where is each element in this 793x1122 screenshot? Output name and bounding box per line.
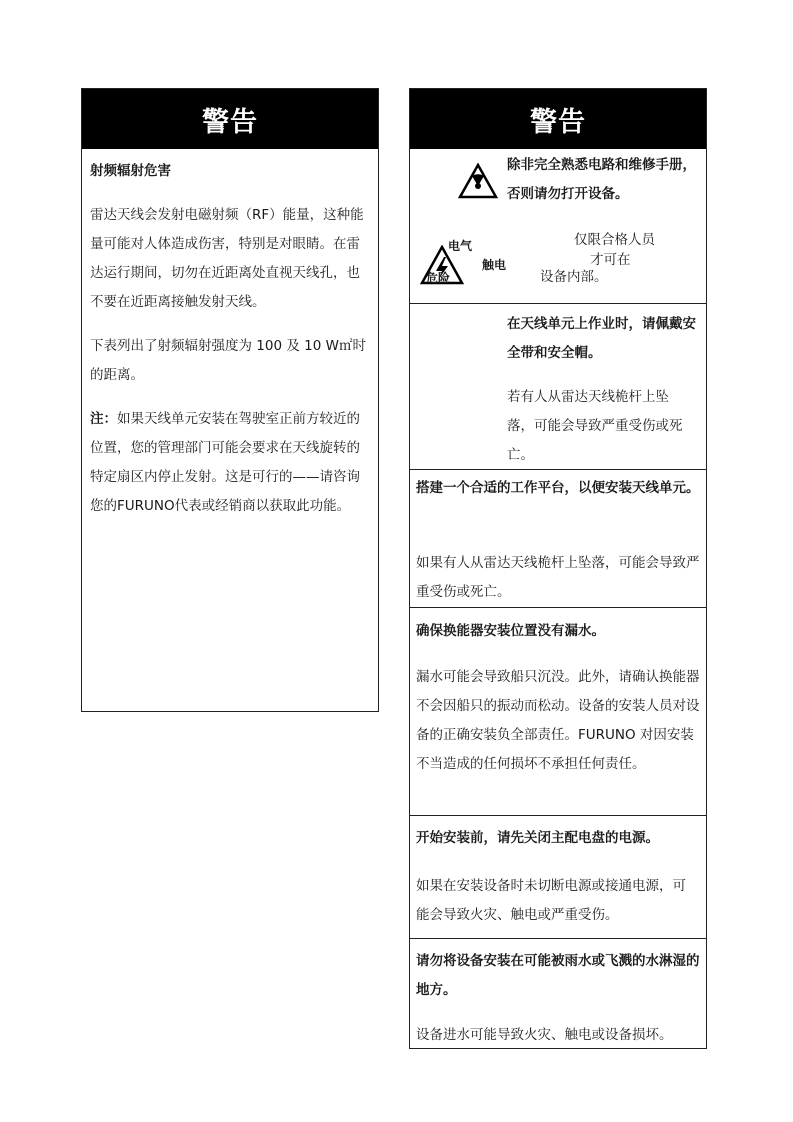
safety-harness-detail: 若有人从雷达天线桅杆上坠落，可能会导致严重受伤或死亡。	[507, 389, 683, 463]
water-detail: 设备进水可能导致火灾、触电或设备损坏。	[416, 1027, 673, 1043]
power-off-detail: 如果在安装设备时未切断电源或接通电源，可能会导致火灾、触电或严重受伤。	[416, 878, 686, 923]
left-warning-box	[81, 88, 379, 712]
right-warning-box	[409, 88, 707, 1049]
note-label: 注：	[90, 411, 117, 427]
warning-section-safety-harness	[410, 303, 706, 469]
warning-section-water	[410, 938, 706, 1049]
rf-hazard-title: 射频辐射危害	[90, 163, 171, 179]
safety-harness-warning: 在天线单元上作业时，请佩戴安全带和安全帽。	[507, 316, 696, 361]
rf-note	[90, 405, 371, 521]
rf-paragraph-2: 下表列出了射频辐射强度为 100 及 10 W㎡时的距离。	[90, 338, 366, 383]
work-platform-warning: 搭建一个合适的工作平台，以便安装天线单元。	[416, 480, 700, 496]
water-warning: 请勿将设备安装在可能被雨水或飞溅的水淋湿的地方。	[416, 953, 700, 998]
work-platform-detail: 如果有人从雷达天线桅杆上坠落，可能会导致严重受伤或死亡。	[416, 555, 700, 600]
icon-label-electrical: 电气	[448, 239, 473, 253]
left-warning-header: 警告	[82, 89, 378, 149]
qualified-personnel-text-3: 设备内部。	[540, 269, 608, 285]
icon-label-danger: 危险	[426, 271, 451, 285]
qualified-personnel-text-1: 仅限合格人员	[574, 232, 655, 248]
transducer-warning: 确保换能器安装位置没有漏水。	[416, 623, 605, 639]
warning-section-work-platform	[410, 469, 706, 607]
warning-section-power-off	[410, 815, 706, 938]
open-equipment-warning: 除非完全熟悉电路和维修手册，否则请勿打开设备。	[507, 157, 696, 202]
left-warning-content	[82, 149, 378, 521]
warning-section-transducer	[410, 607, 706, 815]
right-warning-header: 警告	[410, 89, 706, 149]
radiation-warning-icon	[458, 163, 498, 199]
rf-paragraph-1: 雷达天线会发射电磁射频（RF）能量，这种能量可能对人体造成伤害，特别是对眼睛。在雷达运行期间，切勿在近距离处直视天线孔，也不要在近距离接触发射天线。	[90, 207, 364, 310]
power-off-warning: 开始安装前，请先关闭主配电盘的电源。	[416, 830, 659, 846]
transducer-detail: 漏水可能会导致船只沉没。此外，请确认换能器不会因船只的振动而松动。设备的安装人员对设备的正确安装负全部责任。FURUNO 对因安装不当造成的任何损坏不承担任何责任。	[416, 669, 700, 772]
icon-label-shock: 触电	[482, 258, 507, 272]
note-text: 如果天线单元安装在驾驶室正前方较近的位置，您的管理部门可能会要求在天线旋转的特定扇区内停止发射。这是可行的——请咨询您的FURUNO代表或经销商以获取此功能。	[90, 411, 360, 514]
warning-section-open-equipment	[410, 149, 706, 303]
qualified-personnel-text-2: 才可在	[590, 252, 631, 268]
